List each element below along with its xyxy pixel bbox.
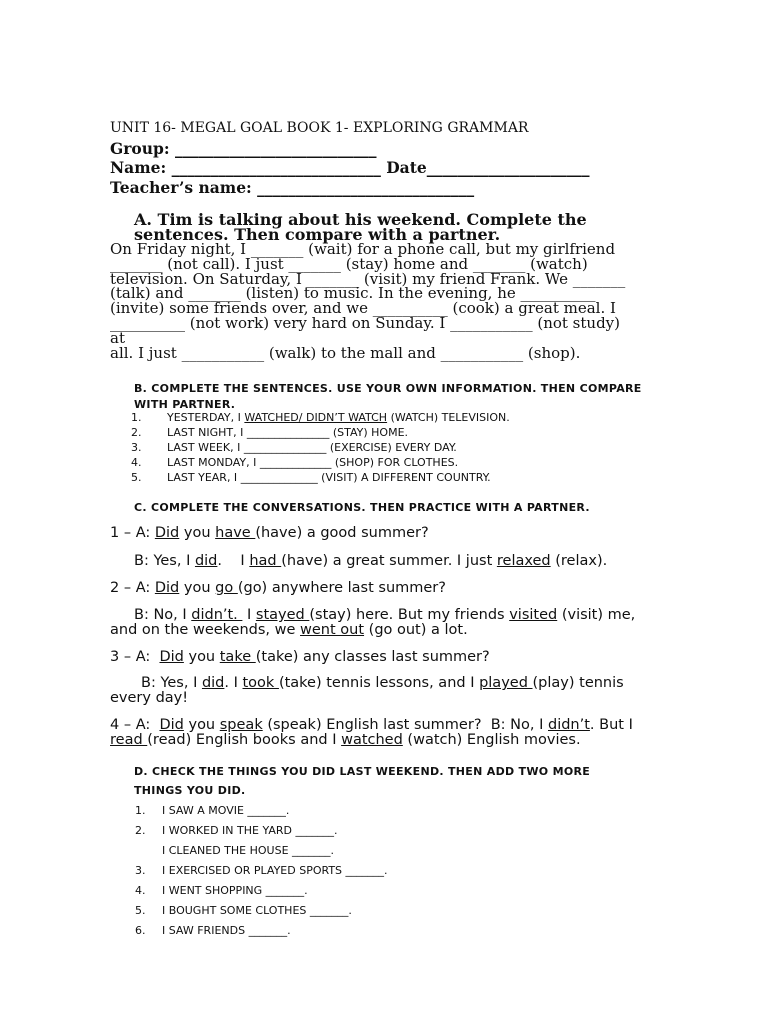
list-item bbox=[131, 470, 601, 485]
answer-word: visited bbox=[509, 607, 558, 623]
text-segment: B: No, I bbox=[134, 607, 192, 623]
name-date-line: Name: ___________________________ Date_____________________ bbox=[110, 158, 590, 177]
conversation-1-question bbox=[110, 526, 429, 541]
list-item bbox=[135, 801, 555, 821]
answer-word: went out bbox=[300, 622, 365, 638]
text-segment: you bbox=[179, 525, 216, 541]
list-item bbox=[131, 440, 601, 455]
text-segment: (watch) English movies. bbox=[402, 732, 581, 748]
conversation-3-question bbox=[110, 650, 490, 665]
answer-word: relaxed bbox=[496, 553, 551, 569]
list-item bbox=[135, 901, 555, 921]
item-text: I EXERCISED OR PLAYED SPORTS _______. bbox=[162, 864, 388, 877]
answer-word: played bbox=[479, 675, 533, 691]
text-segment: (play) tennis bbox=[532, 675, 624, 691]
answer-word: take bbox=[219, 649, 256, 665]
list-item bbox=[135, 841, 555, 861]
speaker-label: 1 – A: bbox=[110, 525, 155, 541]
item-text: I CLEANED THE HOUSE _______. bbox=[162, 844, 335, 857]
answer-word: did bbox=[201, 675, 225, 691]
text-segment: (have) a great summer. I just bbox=[281, 553, 497, 569]
item-number: 5. bbox=[131, 471, 142, 484]
list-item bbox=[135, 821, 555, 841]
item-number: 1. bbox=[131, 411, 142, 424]
answer-word: speak bbox=[219, 717, 263, 733]
conversation-1-answer bbox=[134, 554, 607, 569]
conversation-2-answer-line-2 bbox=[110, 623, 468, 638]
text-segment: (take) tennis lessons, and I bbox=[278, 675, 480, 691]
text-segment: . But I bbox=[589, 717, 633, 733]
list-item bbox=[135, 861, 555, 881]
item-prefix: YESTERDAY, I bbox=[167, 411, 245, 424]
item-text: I WENT SHOPPING _______. bbox=[162, 884, 308, 897]
answer-word: didn’t bbox=[548, 717, 590, 733]
text-segment: (have) a good summer? bbox=[255, 525, 429, 541]
answer-word: go bbox=[215, 580, 238, 596]
text-segment: you bbox=[183, 649, 220, 665]
section-d-list bbox=[135, 801, 555, 941]
text-segment: B: Yes, I bbox=[141, 675, 202, 691]
item-text: I BOUGHT SOME CLOTHES _______. bbox=[162, 904, 352, 917]
list-item bbox=[135, 921, 555, 941]
text-segment: I bbox=[242, 607, 256, 623]
section-d-title: D. CHECK THE THINGS YOU DID LAST WEEKEND. THEN ADD TWO MORE THINGS YOU DID. bbox=[134, 765, 591, 797]
item-prefix: LAST WEEK, I bbox=[167, 441, 244, 454]
conversation-4-line-2 bbox=[110, 733, 581, 748]
list-item bbox=[131, 455, 601, 470]
answer-word: Did bbox=[159, 649, 184, 665]
answer-word: watched bbox=[341, 732, 403, 748]
answer-word: had bbox=[249, 553, 282, 569]
conversation-2-question bbox=[110, 581, 446, 596]
item-suffix: _______________ (EXERCISE) EVERY DAY. bbox=[243, 441, 457, 454]
list-item bbox=[131, 425, 601, 440]
text-segment: you bbox=[179, 580, 216, 596]
text-segment: B: Yes, I bbox=[134, 553, 195, 569]
item-suffix: ______________ (VISIT) A DIFFERENT COUNTRY. bbox=[240, 471, 491, 484]
text-segment: (stay) here. But my friends bbox=[309, 607, 510, 623]
group-line: Group: __________________________ bbox=[110, 139, 377, 158]
answer-word: Did bbox=[159, 717, 184, 733]
item-text: I SAW FRIENDS _______. bbox=[162, 924, 291, 937]
text-segment: (read) English books and I bbox=[147, 732, 342, 748]
item-number: 2. bbox=[131, 426, 142, 439]
item-number: 3. bbox=[131, 441, 142, 454]
text-segment: (go out) a lot. bbox=[364, 622, 468, 638]
section-c-title: C. COMPLETE THE CONVERSATIONS. THEN PRACTICE WITH A PARTNER. bbox=[134, 501, 590, 514]
text-segment: . I bbox=[224, 675, 243, 691]
answer-word: did bbox=[194, 553, 218, 569]
section-b-title: B. COMPLETE THE SENTENCES. USE YOUR OWN INFORMATION. THEN COMPARE WITH PARTNER. bbox=[134, 382, 642, 411]
item-answer: WATCHED/ DIDN’T WATCH bbox=[244, 411, 388, 424]
item-suffix: _____________ (SHOP) FOR CLOTHES. bbox=[259, 456, 459, 469]
teacher-name-line: Teacher’s name: ____________________________ bbox=[110, 178, 475, 197]
item-number: 2. bbox=[135, 824, 146, 837]
item-number bbox=[135, 841, 162, 861]
text-segment: (visit) me, bbox=[557, 607, 636, 623]
item-prefix: LAST MONDAY, I bbox=[167, 456, 260, 469]
item-number: 3. bbox=[135, 864, 146, 877]
answer-word: took bbox=[242, 675, 279, 691]
item-number: 4. bbox=[135, 884, 146, 897]
item-text: I SAW A MOVIE _______. bbox=[162, 804, 290, 817]
text-segment: (take) any classes last summer? bbox=[255, 649, 490, 665]
section-b-list bbox=[131, 410, 601, 485]
answer-word: stayed bbox=[255, 607, 310, 623]
conversation-3-answer-line-1 bbox=[141, 676, 624, 691]
item-number: 6. bbox=[135, 924, 146, 937]
conversation-2-answer-line-1 bbox=[134, 608, 635, 623]
section-a-body: On Friday night, I _______ (wait) for a phone call, but my girlfriend _______ (not call). I just _______ (stay) home and _______ (watch) television. On Saturday, I _______ (visit) my friend Frank. We _______ (talk) and _______ (listen) to music. In the evening, he __________ (invite) some friends over, and we __________ (cook) a great meal. I __________ (not work) very hard on Sunday. I ___________ (not study) at all. I just ___________ (walk) to the mall and ___________ (shop). bbox=[110, 240, 626, 362]
text-segment: (go) anywhere last summer? bbox=[237, 580, 446, 596]
conversation-4-line-1 bbox=[110, 718, 633, 733]
item-prefix: LAST NIGHT, I bbox=[167, 426, 247, 439]
item-suffix: _______________ (STAY) HOME. bbox=[246, 426, 409, 439]
list-item bbox=[131, 410, 601, 425]
item-suffix: (WATCH) TELEVISION. bbox=[387, 411, 510, 424]
section-a-title: A. Tim is talking about his weekend. Complete the sentences. Then compare with a partner. bbox=[134, 210, 587, 244]
item-number: 5. bbox=[135, 904, 146, 917]
answer-word: Did bbox=[154, 580, 180, 596]
item-text: I WORKED IN THE YARD _______. bbox=[162, 824, 338, 837]
text-segment: (speak) English last summer? B: No, I bbox=[262, 717, 548, 733]
text-segment: (relax). bbox=[550, 553, 608, 569]
answer-word: have bbox=[215, 525, 256, 541]
answer-word: didn’t. bbox=[191, 607, 243, 623]
text-segment: and on the weekends, we bbox=[110, 622, 301, 638]
speaker-label: 2 – A: bbox=[110, 580, 155, 596]
text-segment: you bbox=[183, 717, 220, 733]
item-prefix: LAST YEAR, I bbox=[167, 471, 241, 484]
item-number: 1. bbox=[135, 804, 146, 817]
text-segment: . I bbox=[217, 553, 250, 569]
item-number: 4. bbox=[131, 456, 142, 469]
unit-title: UNIT 16- MEGAL GOAL BOOK 1- EXPLORING GRAMMAR bbox=[110, 120, 529, 136]
list-item bbox=[135, 881, 555, 901]
answer-word: Did bbox=[154, 525, 180, 541]
speaker-label: 4 – A: bbox=[110, 717, 160, 733]
conversation-3-answer-line-2: every day! bbox=[110, 690, 189, 706]
speaker-label: 3 – A: bbox=[110, 649, 160, 665]
answer-word: read bbox=[110, 732, 148, 748]
